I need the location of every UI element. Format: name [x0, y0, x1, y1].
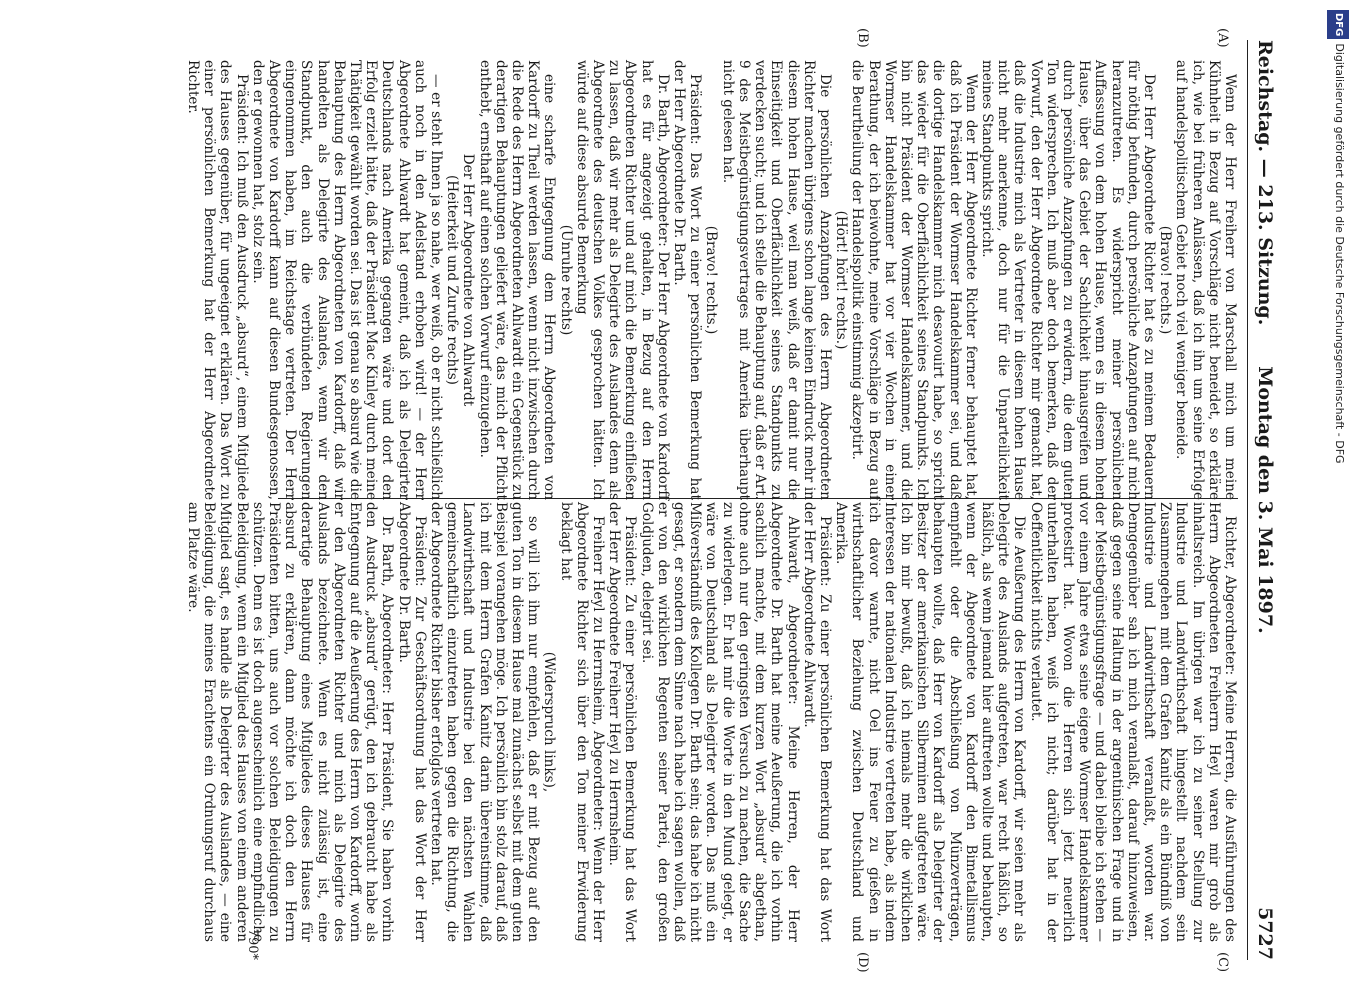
margin-marker-a: (A)	[1215, 28, 1230, 48]
left-column-paragraph: (Bravo! rechts.)	[1157, 225, 1174, 335]
header-date: Montag den 3. Mai 1897.	[1254, 366, 1276, 634]
header-left: Reichstag. — 213. Sitzung.	[1254, 40, 1276, 326]
left-column-paragraph: eine scharfe Entgegnung dem Herrn Abgeordneten von Kardorff zu Theil werden lassen, wenn nicht inzwischen durch die Rede des Herrn Abgeordneten Ahlwardt ein Gegenstück zu derartigen Behauptungen geliefert wäre, das mich der Pflicht enthebt, ernsthaft auf einen solchen Vorwurf einzugehen.	[476, 60, 558, 500]
left-column-paragraph: Dr. Barth, Abgeordneter: Der Herr Abgeordnete von Kardorff hat es für angezeigt gehalten, in Bezug auf den Herrn Abgeordneten Richter und auf mich die Bemerkung einfließen zu lassen, daß wir mehr als Delegirte des Auslandes denn als Abgeordnete des deutschen Volkes gesprochen hätten. Ich würde auf diese absurde Bemerkung	[573, 60, 671, 500]
right-column-paragraph: Richter, Abgeordneter: Meine Herren, die Ausführungen des Herrn Abgeordneten Freiherrn Heyl waren mir grob als inhaltsreich. Im übrigen war ich zu seiner Stellung zur Industrie und Landwirthschaft hingestellt nachdem sein Zusammengehen mit dem Grafen Kanitz als ein Bündniß von Industrie und Landwirthschaft veranlaßt, worden war. Demgegenüber sah ich mich veranlaßt, darauf hinzuweisen, daß gegen seine Haltung in der argentinischen Frage und in der Meistbegünstigungsfrage — und dabei bleibe ich stehen — vor einem Jahre etwa seine eigene Wormser Handelskammer protestirt hat. Wovon die Herren sich jetzt neuerlich unterhalten haben, weiß ich nicht; darüber hat in der Oeffentlichkeit nichts verlautet.	[1027, 502, 1238, 942]
right-column-paragraph: Präsident: Zu einer persönlichen Bemerkung hat das Wort der Herr Abgeordnete Freiherr Heyl zu Herrnsheim.	[606, 502, 639, 942]
left-column-paragraph: Präsident: Das Wort zu einer persönlichen Bemerkung hat der Herr Abgeordnete Dr. Barth.	[671, 60, 704, 500]
margin-marker-b: (B)	[855, 28, 870, 48]
left-column-paragraph: Wenn der Herr Abgeordnete Richter ferner behauptet hat, daß ich Präsident der Wormser Handelskammer sei, und daß die dortige Handelskammer mich desavouirt habe, so spricht das wieder für die Oberflächlichkeit seines Standpunkts. Ich bin nicht Präsident der Wormser Handelskammer, und die Wormser Handelskammer hat vor vier Wochen in einer Berathung, der ich beiwohnte, meine Vorschläge in Bezug auf die Beurtheilung der Handelspolitik einstimmig akzeptirt.	[849, 60, 979, 500]
left-column-paragraph: — er steht Ihnen ja so nahe, wer weiß, ob er nicht schließlich auch noch in den Adelstand erhoben wird! — der Herr Abgeordnete Ahlwardt hat gemeint, daß ich als Delegirter Deutschlands nach Amerika gegangen wäre und dort den Erfolg erzielt hätte, daß der Präsident Mac Kinley durch meine Thätigkeit gewählt worden sei. Das ist genau so absurd wie die Behauptung des Herrn Abgeordneten von Kardorff, daß wir handelten als Delegirte des Auslandes, wenn wir den Standpunkt, den auch die verbündeten Regierungen eingenommen haben, im Reichstage vertreten. Der Herr Abgeordnete von Kardorff kann auf diesen Bundesgenossen, den er gewonnen hat, stolz sein.	[249, 60, 445, 500]
sheet-signature: 790*	[245, 928, 260, 960]
right-column-paragraph: Ahlwardt, Abgeordneter: Meine Herren, der Herr Abgeordnete Dr. Barth hat meine Aeußerung, die ich vorhin sachlich machte, mit dem kurzen Wort „absurd“ abgethan, ohne auch nur den geringsten Versuch zu machen, die Sache zu widerlegen. Er hat mir die Worte in den Mund gelegt, er wäre von Deutschland als Delegirter worden. Das muß ein Mißverständniß des Kollegen Dr. Barth sein; das habe ich nicht gesagt, er sondern dem Sinne nach habe ich sagen wollen, daß er von den wirklichen Regenten seiner Partei, den großen Goldjuden, delegirt sei.	[638, 502, 801, 942]
margin-marker-c: (C)	[1215, 952, 1230, 973]
left-column-paragraph: Der Herr Abgeordnete Richter hat es zu meinem Bedauern für nöthig befunden, durch persönliche Anzapfungen auf mich heranzutreten. Es widerspricht meiner persönlichen Auffassung von dem hohen Hause, wenn es in diesem hohen Hause, über das Gebiet der Sachlichkeit hinausgreifen und durch persönliche Anzapfungen zu erwidern, die dem guten Ton widersprechen. Ich muß aber doch bemerken, daß der Vorwurf, den der Herr Abgeordnete Richter mir gemacht hat, daß die Industrie mich als Vertreter in diesem hohen Hause nicht mehr anerkenne, doch nur für die Unparteilichkeit meines Standpunkts spricht.	[978, 60, 1157, 500]
dfg-side-note	[1328, 10, 1350, 990]
left-column-paragraph: (Heiterkeit und Zurufe rechts)	[444, 174, 461, 385]
left-column-paragraph: (Unruhe rechts)	[557, 224, 574, 336]
right-column-paragraph: Dr. Barth, Abgeordneter: Herr Präsident, Sie haben vorhin den Ausdruck „absurd“ gerügt, den ich gebraucht habe als Entgegnung auf die Aeußerung des Herrn von Kardorff, worin er den Abgeordneten Richter und mich als Delegirte des Auslands bezeichnete. Wenn es nicht zulässig ist, eine derartige Behauptung eines Mitgliedes dieses Hauses für absurd zu erklären, dann möchte ich doch den Herrn Präsidenten bitten, uns auch vor solchen Beleidigungen zu schützen. Denn es ist doch augenscheinlich eine empfindliche Beleidigung, wenn ein Mitglied des Hauses von einem anderen Mitglied sagt, es handle als Delegirter des Auslandes, — eine Beleidigung, die meines Erachtens ein Ordnungsruf durchaus am Platze wäre.	[185, 502, 396, 942]
right-column-paragraph: Die Aeußerung des Herrn von Kardorff, wir seien mehr als Delegirte des Auslands aufgetreten, war recht häßlich, so häßlich, als wenn jemand hier auftreten wollte und behaupten, wenn der Abgeordnete von Kardorff den Bimetallismus empfiehlt oder die Abschließung von Münzverträgen, behaupten wollte, daß Herr von Kardorff als Delegirter der Besitzer der amerikanischen Silberminen aufgetreten wäre. Ich bin mir bewußt, daß ich niemals mehr die wirklichen Interessen der nationalen Industrie vertreten habe, als indem ich davor warnte, nicht Oel ins Feuer zu gießen in wirthschaftlicher Beziehung zwischen Deutschland und Amerika.	[833, 502, 1028, 942]
left-column-paragraph: Präsident: Ich muß den Ausdruck „absurd“, einem Mitgliede des Hauses gegenüber, für ungeeignet erklären. Das Wort zu einer persönlichen Bemerkung hat der Herr Abgeordnete Richter.	[185, 60, 250, 500]
left-column-paragraph: Wenn der Herr Freiherr von Marschall mich um meine Kühnheit in Bezug auf Vorschläge nicht beneidet, so erkläre ich, wie bei früheren Anlässen, daß ich ihn um seine Erfolge auf handelspolitischem Gebiet noch viel weniger beneide.	[1173, 60, 1238, 500]
right-column-paragraph: Präsident: Zu einer persönlichen Bemerkung hat das Wort der Herr Abgeordnete Ahlwardt.	[800, 502, 833, 942]
left-column-paragraph: Der Herr Abgeordnete von Ahlwardt	[460, 153, 477, 407]
right-column-paragraph: Präsident: Zur Geschäftsordnung hat das Wort der Herr Abgeordnete Dr. Barth.	[395, 502, 428, 942]
header-rule	[1247, 40, 1248, 960]
left-column-paragraph: (Hört! hört! rechts.)	[833, 210, 850, 350]
right-column-paragraph: so will ich ihm nur empfehlen, daß er mit Bezug auf den guten Ton in diesem Hause mal zunächst selbst mit dem guten Beispiel vorangehen möge. Ich persönlich bin stolz darauf, daß ich mit dem Herrn Grafen Kanitz darin übereinstimme, daß Landwirthschaft und Industrie bei den nächsten Wahlen gemeinschaftlich einzutreten haben gegen die Richtung, die der Abgeordnete Richter bisher erfolglos vertreten hat.	[428, 502, 542, 942]
margin-marker-d: (D)	[855, 952, 870, 973]
column-divider	[278, 498, 1238, 499]
dfg-funding-note: Digitalisierung gefördert durch die Deutsche Forschungsgemeinschaft - DFG	[1333, 43, 1346, 464]
left-text-column	[185, 60, 1238, 500]
left-column-paragraph: Die persönlichen Anzapfungen des Herrn Abgeordneten Richter machen übrigens schon lange keinen Eindruck mehr in diesem hohen Hause, weil man weiß, daß er damit nur die Einseitigkeit und Oberflächlichkeit seines Standpunkts zu verdecken sucht; und ich stelle die Behauptung auf, daß er Art. 9 des Meistbegünstigungsvertrages mit Amerika überhaupt nicht gelesen hat.	[719, 60, 833, 500]
right-text-column	[185, 502, 1238, 942]
right-column-paragraph: Freiherr Heyl zu Herrnsheim, Abgeordneter: Wenn der Herr Abgeordnete Richter sich über den Ton meiner Erwiderung beklagt hat	[557, 502, 607, 942]
left-column-paragraph: (Bravo! rechts.)	[703, 225, 720, 335]
page-number: 5727	[1254, 907, 1276, 960]
page-header	[1252, 40, 1276, 960]
dfg-logo: DFG	[1327, 10, 1349, 39]
scanned-page	[40, 0, 1290, 1000]
right-column-paragraph: (Widerspruch links),	[541, 651, 558, 793]
